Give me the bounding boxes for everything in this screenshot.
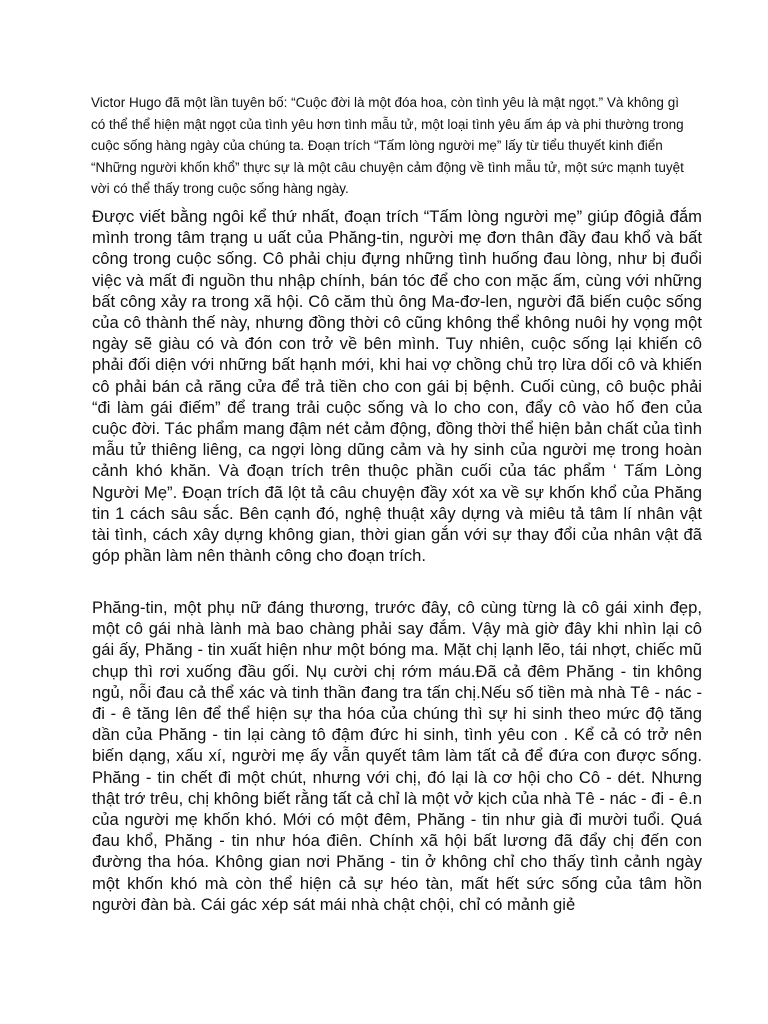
body-paragraph-2: Phăng-tin, một phụ nữ đáng thương, trước đây, cô cùng từng là cô gái xinh đẹp, một cô gái nhà lành mà bao chàng phải say đắm. Vậy mà giờ đây khi nhìn lại cô gái ấy, Phăng - tin xuất hiện như một bóng ma. Mặt chị lạnh lẽo, tái nhợt, chiếc mũ chụp thì rơi xuống đầu gối. Nụ cười chị rớm máu.Đã cả đêm Phăng - tin không ngủ, nỗi đau cả thể xác và tinh thần đang tra tấn chị.Nếu số tiền mà nhà Tê - nác - đi - ê tăng lên để thể hiện sự tha hóa của chúng thì sự hi sinh theo mức độ tăng dần của Phăng - tin lại càng tô đậm đức hi sinh, tình yêu con . Kể cả có trở nên biến dạng, xấu xí, người mẹ ấy vẫn quyết tâm làm tất cả để đứa con được sống. Phăng - tin chết đi một chút, nhưng với chị, đó lại là cơ hội cho Cô - dét. Nhưng thật trớ trêu, chị không biết rằng tất cả chỉ là một vở kịch của nhà Tê - nác - đi - ê.n của người mẹ khốn khó. Mới có một đêm, Phăng - tin như già đi mười tuổi. Quá đau khổ, Phăng - tin như hóa điên. Chính xã hội bất lương đã đẩy chị đến con đường tha hóa. Không gian nơi Phăng - tin ở không chỉ cho thấy tình cảnh ngày một khốn khó mà còn thể hiện cả sự héo tàn, mất hết sức sống của tâm hồn người đàn bà. Cái gác xép sát mái nhà chật chội, chỉ có mảnh giẻ (92, 598, 702, 914)
intro-paragraph: Victor Hugo đã một lần tuyên bố: “Cuộc đời là một đóa hoa, còn tình yêu là mật ngọt.” Và không gì có thể thể hiện mật ngọt của tình yêu hơn tình mẫu tử, một loại tình yêu ấm áp và phi thường trong cuộc sống hàng ngày của chúng ta. Đoạn trích “Tấm lòng người mẹ” lấy từ tiểu thuyết kinh điển “Những người khốn khổ” thực sự là một câu chuyện cảm động về tình mẫu tử, một sức mạnh tuyệt vời có thể thấy trong cuộc sống hàng ngày. (91, 95, 684, 197)
body-paragraph-1: Được viết bằng ngôi kể thứ nhất, đoạn trích “Tấm lòng người mẹ” giúp đôgiả đắm mình trong tâm trạng u uất của Phăng-tin, người mẹ đơn thân đầy đau khổ và bất công trong cuộc sống. Cô phải chịu đựng những tình huống đau lòng, như bị đuổi việc và mất đi nguồn thu nhập chính, bán tóc để cho con mặc ấm, cùng với những bất công xảy ra trong xã hội. Cô căm thù ông Ma-đơ-len, người đã biến cuộc sống của cô thành thế này, nhưng đồng thời cô cũng không thể không nuôi hy vọng một ngày sẽ giàu có và đón con trở về bên mình. Tuy nhiên, cuộc sống lại khiến cô phải đối diện với những bất hạnh mới, khi hai vợ chồng chủ trọ lừa dối cô và khiến cô phải bán cả răng cửa để trả tiền cho con gái bị bệnh. Cuối cùng, cô buộc phải “đi làm gái điếm” để trang trải cuộc sống và lo cho con, đẩy cô vào hố đen của cuộc đời. Tác phẩm mang đậm nét cảm động, đồng thời thể hiện bản chất của tình mẫu tử thiêng liêng, ca ngợi lòng dũng cảm và hy sinh của người mẹ trong hoàn cảnh khó khăn. Và đoạn trích trên thuộc phần cuối của tác phẩm ‘ Tấm Lòng Người Mẹ”. Đoạn trích đã lột tả câu chuyện đầy xót xa về sự khốn khổ của Phăng tin 1 cách sâu sắc. Bên cạnh đó, nghệ thuật xây dựng và miêu tả tâm lí nhân vật tài tình, cách xây dựng không gian, thời gian gắn với sự thay đổi của nhân vật đã góp phần làm nên thành công cho đoạn trích. (92, 207, 702, 566)
